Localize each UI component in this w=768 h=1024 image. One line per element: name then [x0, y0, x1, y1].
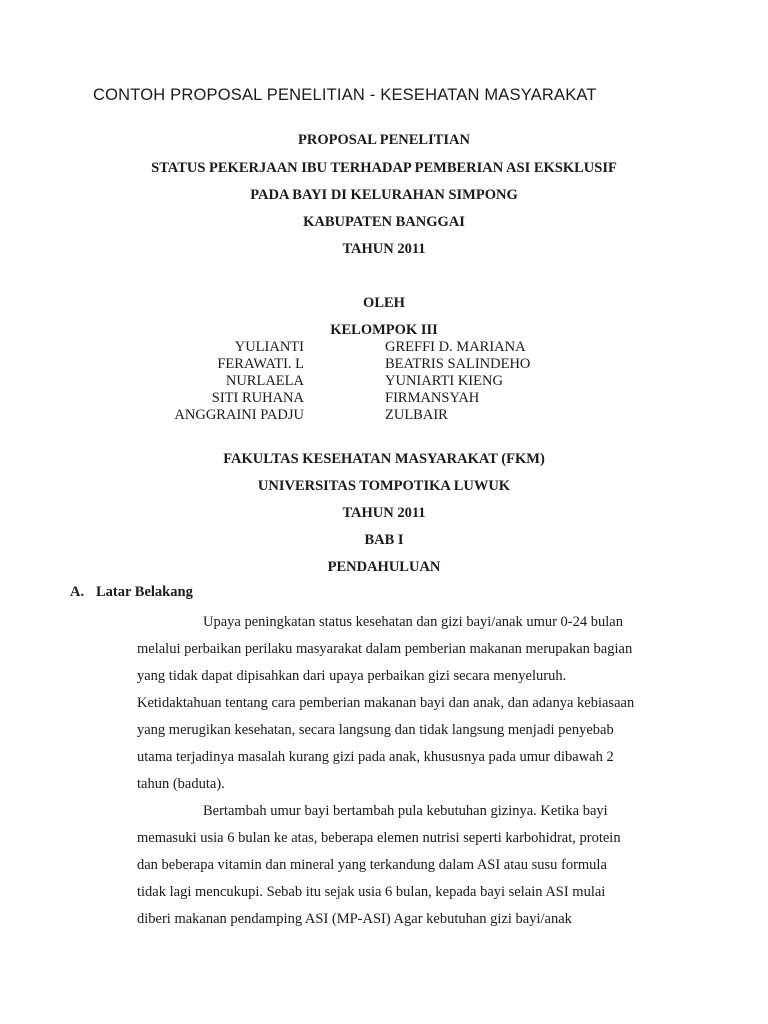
group-name: KELOMPOK III	[330, 322, 438, 338]
paragraph-line: yang merugikan kesehatan, secara langsung dan tidak langsung menjadi penyebab	[137, 722, 614, 738]
section-title: Latar Belakang	[96, 584, 193, 600]
chapter-label: BAB I	[364, 532, 404, 548]
faculty-name: FAKULTAS KESEHATAN MASYARAKAT (FKM)	[223, 451, 545, 467]
chapter-title: PENDAHULUAN	[327, 559, 441, 575]
faculty-year: TAHUN 2011	[342, 505, 426, 521]
section-heading	[70, 584, 193, 601]
research-title-line-2: PADA BAYI DI KELURAHAN SIMPONG	[250, 187, 518, 203]
paragraph-line: yang tidak dapat dipisahkan dari upaya perbaikan gizi secara menyeluruh.	[137, 668, 567, 684]
paragraph-line: Ketidaktahuan tentang cara pemberian makanan bayi dan anak, dan adanya kebiasaan	[137, 695, 635, 711]
member-name: YUNIARTI KIENG	[385, 373, 503, 389]
member-name: SITI RUHANA	[211, 390, 304, 406]
research-title-line-1: STATUS PEKERJAAN IBU TERHADAP PEMBERIAN ASI EKSKLUSIF	[151, 160, 617, 176]
author-label: OLEH	[363, 295, 405, 311]
paragraph-line: Bertambah umur bayi bertambah pula kebutuhan gizinya. Ketika bayi	[203, 803, 608, 819]
section-number: A.	[70, 584, 85, 600]
member-name: FERAWATI. L	[217, 356, 304, 372]
paragraph-line: dan beberapa vitamin dan mineral yang terkandung dalam ASI atau susu formula	[137, 857, 607, 873]
paragraph-line: diberi makanan pendamping ASI (MP-ASI) Agar kebutuhan gizi bayi/anak	[137, 911, 572, 927]
member-name: NURLAELA	[225, 373, 304, 389]
paragraph-line: utama terjadinya masalah kurang gizi pada anak, khususnya pada umur dibawah 2	[137, 749, 614, 765]
member-name: ANGGRAINI PADJU	[174, 407, 304, 423]
university-name: UNIVERSITAS TOMPOTIKA LUWUK	[257, 478, 511, 494]
paragraph-line: melalui perbaikan perilaku masyarakat dalam pemberian makanan merupakan bagian	[137, 641, 633, 657]
member-name: FIRMANSYAH	[385, 390, 480, 406]
paragraph-line: tidak lagi mencukupi. Sebab itu sejak usia 6 bulan, kepada bayi selain ASI mulai	[137, 884, 606, 900]
member-name: YULIANTI	[234, 339, 304, 355]
paragraph-line: Upaya peningkatan status kesehatan dan gizi bayi/anak umur 0-24 bulan	[203, 614, 623, 630]
cover-year: TAHUN 2011	[342, 241, 426, 257]
research-title-line-3: KABUPATEN BANGGAI	[303, 214, 465, 230]
member-name: BEATRIS SALINDEHO	[385, 356, 531, 372]
member-name: ZULBAIR	[385, 407, 448, 423]
member-name: GREFFI D. MARIANA	[385, 339, 526, 355]
proposal-heading: PROPOSAL PENELITIAN	[297, 132, 471, 148]
paragraph-line: tahun (baduta).	[137, 776, 225, 792]
document-title: CONTOH PROPOSAL PENELITIAN - KESEHATAN MASYARAKAT	[93, 86, 597, 104]
paragraph-line: memasuki usia 6 bulan ke atas, beberapa elemen nutrisi seperti karbohidrat, protein	[137, 830, 621, 846]
